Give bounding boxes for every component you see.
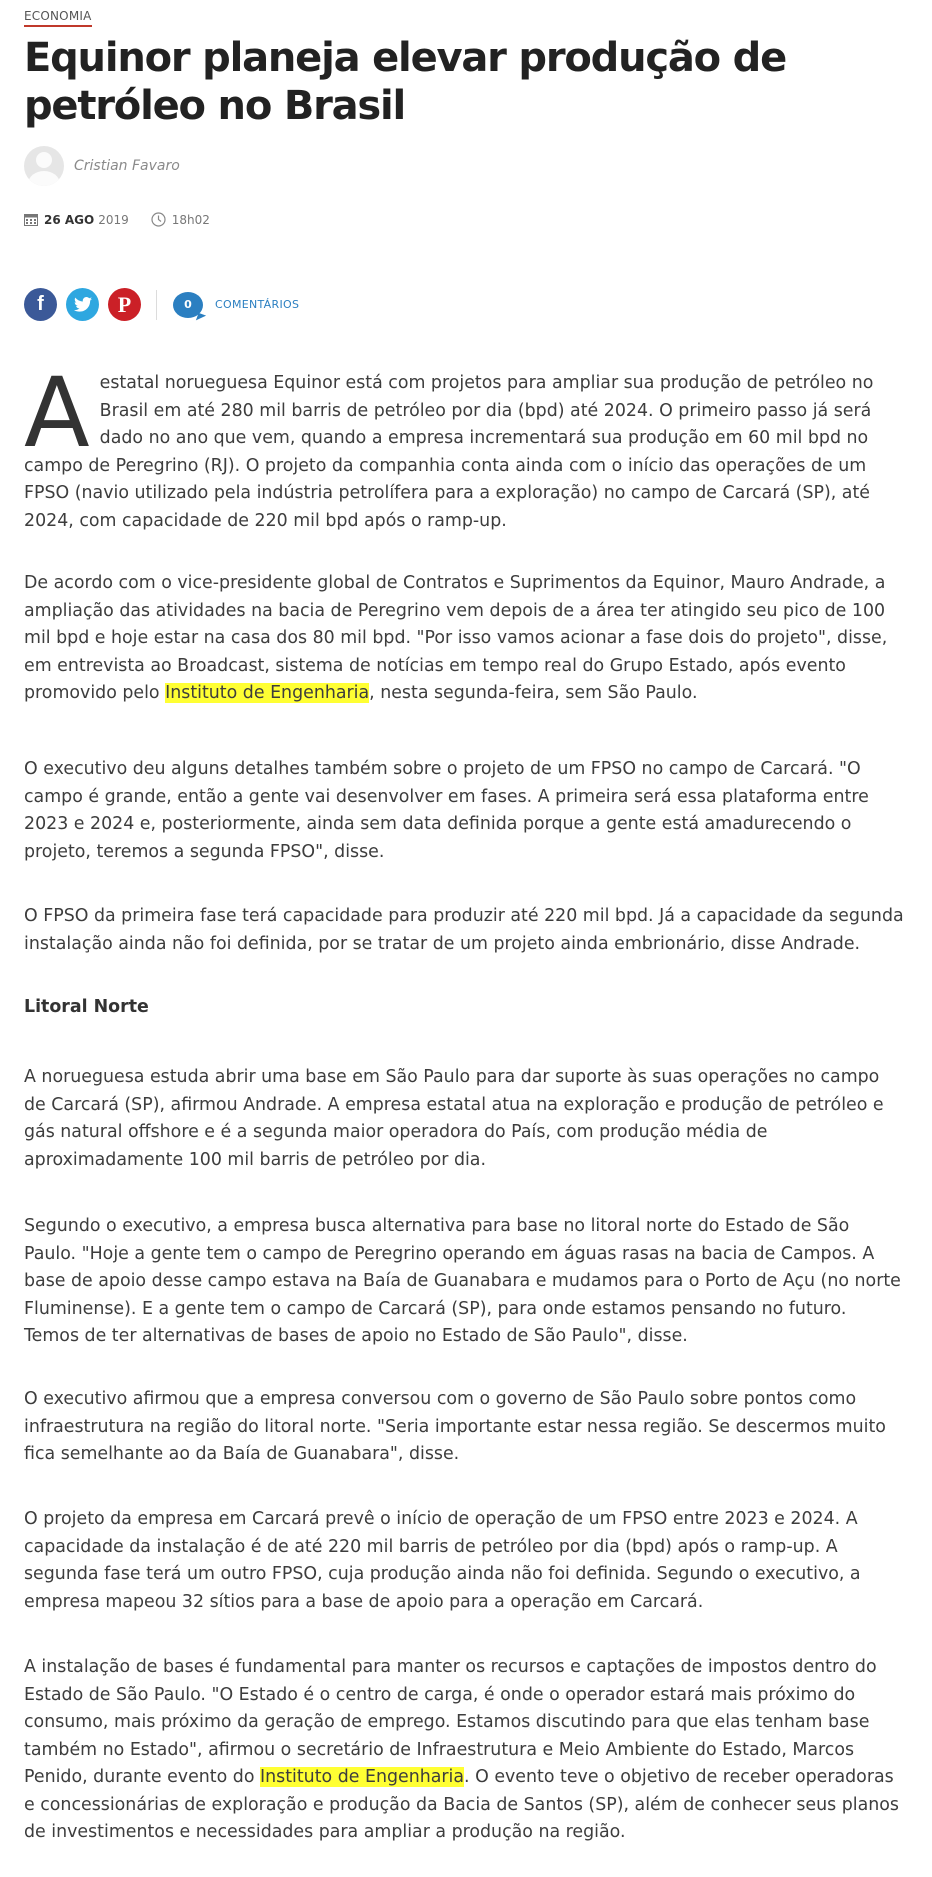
instituto-engenharia-link[interactable]: Instituto de Engenharia	[165, 683, 370, 703]
author-name[interactable]: Cristian Favaro	[74, 158, 180, 174]
category-label[interactable]: ECONOMIA	[24, 9, 92, 27]
article-headline: Equinor planeja elevar produção de petróleo no Brasil	[24, 35, 787, 129]
share-divider	[156, 290, 157, 320]
comment-count-icon[interactable]	[173, 292, 203, 318]
clock-icon	[151, 212, 166, 227]
article-paragraph: O executivo afirmou que a empresa conversou com o governo de São Paulo sobre pontos como infraestrutura na região do litoral norte. "Seria importante estar nessa região. Se descermos muito fica semelhante ao da Baía de Guanabara", disse.	[24, 1389, 886, 1464]
article-paragraph	[24, 357, 904, 535]
article-paragraph: Segundo o executivo, a empresa busca alternativa para base no litoral norte do Estado de São Paulo. "Hoje a gente tem o campo de Peregrino operando em águas rasas na bacia de Campos. A base de apoio desse campo estava na Baía de Guanabara e mudamos para o Porto de Açu (no norte Fluminense). E a gente tem o campo de Carcará (SP), para onde estamos pensando no futuro. Temos de ter alternativas de bases de apoio no Estado de São Paulo", disse.	[24, 1216, 901, 1346]
pinterest-share-button[interactable]	[108, 288, 141, 321]
author-avatar	[24, 146, 64, 186]
twitter-icon	[74, 297, 92, 312]
article-paragraph: O executivo deu alguns detalhes também sobre o projeto de um FPSO no campo de Carcará. "O campo é grande, então a gente vai desenvolver em fases. A primeira será essa plataforma entre 2023 e 2024 e, posteriormente, ainda sem data definida porque a gente está amadurecendo o projeto, teremos a segunda FPSO", disse.	[24, 759, 869, 862]
instituto-engenharia-link[interactable]: Instituto de Engenharia	[260, 1767, 465, 1787]
paragraph-text: A instalação de bases é fundamental para manter os recursos e captações de impostos dentro do Estado de São Paulo. "O Estado é o centro de carga, é onde o operador estará mais próximo do consumo, mais próximo da geração de emprego. Estamos discutindo para que elas tenham base também no Estado", afirmou o secretário de Infraestrutura e Meio Ambiente do Estado, Marcos Penido, durante evento do	[24, 1657, 877, 1787]
publish-date-day: 26 AGO	[44, 212, 95, 227]
article-paragraph: O FPSO da primeira fase terá capacidade para produzir até 220 mil bpd. Já a capacidade da segunda instalação ainda não foi definida, por se tratar de um projeto ainda embrionário, disse Andrade.	[24, 906, 904, 954]
article-paragraph	[24, 570, 904, 708]
comment-count: 0	[184, 298, 192, 311]
paragraph-text: . O evento teve o objetivo de receber operadoras e concessionárias de exploração e produção da Bacia de Santos (SP), além de conhecer seus planos de investimentos e necessidades para ampliar a produção na região.	[24, 1767, 899, 1842]
article-paragraph	[24, 1654, 904, 1847]
article-subheading: Litoral Norte	[24, 997, 149, 1017]
publish-meta	[24, 212, 210, 227]
paragraph-text: estatal norueguesa Equinor está com projetos para ampliar sua produção de petróleo no Brasil em até 280 mil barris de petróleo por dia (bpd) até 2024. O primeiro passo já será dado no ano que vem, quando a empresa incrementará sua produção em 60 mil bpd no campo de Peregrino (RJ). O projeto da companhia conta ainda com o início das operações de um FPSO (navio utilizado pela indústria petrolífera para a exploração) no campo de Carcará (SP), até 2024, com capacidade de 220 mil bpd após o ramp-up.	[24, 373, 874, 531]
publish-date-year: 2019	[98, 212, 129, 227]
facebook-icon: f	[37, 293, 44, 315]
calendar-icon	[24, 213, 38, 226]
facebook-share-button[interactable]	[24, 288, 57, 321]
paragraph-text: De acordo com o vice-presidente global de Contratos e Suprimentos da Equinor, Mauro Andrade, a ampliação das atividades na bacia de Peregrino vem depois de a área ter atingido seu pico de 100 mil bpd e hoje estar na casa dos 80 mil bpd. "Por isso vamos acionar a fase dois do projeto", disse, em entrevista ao Broadcast, sistema de notícias em tempo real do Grupo Estado, após evento promovido pelo	[24, 573, 888, 703]
drop-cap: A	[24, 357, 90, 469]
twitter-share-button[interactable]	[66, 288, 99, 321]
publish-time: 18h02	[171, 212, 210, 227]
paragraph-text: , nesta segunda-feira, sem São Paulo.	[369, 683, 698, 703]
comments-link[interactable]: COMENTÁRIOS	[215, 298, 300, 311]
author-byline	[24, 146, 180, 186]
pinterest-icon: P	[117, 291, 132, 317]
share-bar	[24, 288, 299, 321]
article-paragraph: O projeto da empresa em Carcará prevê o início de operação de um FPSO entre 2023 e 2024. A capacidade da instalação é de até 220 mil barris de petróleo por dia (bpd) após o ramp-up. A segunda fase terá um outro FPSO, cuja produção ainda não foi definida. Segundo o executivo, a empresa mapeou 32 sítios para a base de apoio para a operação em Carcará.	[24, 1509, 861, 1612]
article-paragraph: A norueguesa estuda abrir uma base em São Paulo para dar suporte às suas operações no campo de Carcará (SP), afirmou Andrade. A empresa estatal atua na exploração e produção de petróleo e gás natural offshore e é a segunda maior operadora do País, com produção média de aproximadamente 100 mil barris de petróleo por dia.	[24, 1067, 884, 1170]
